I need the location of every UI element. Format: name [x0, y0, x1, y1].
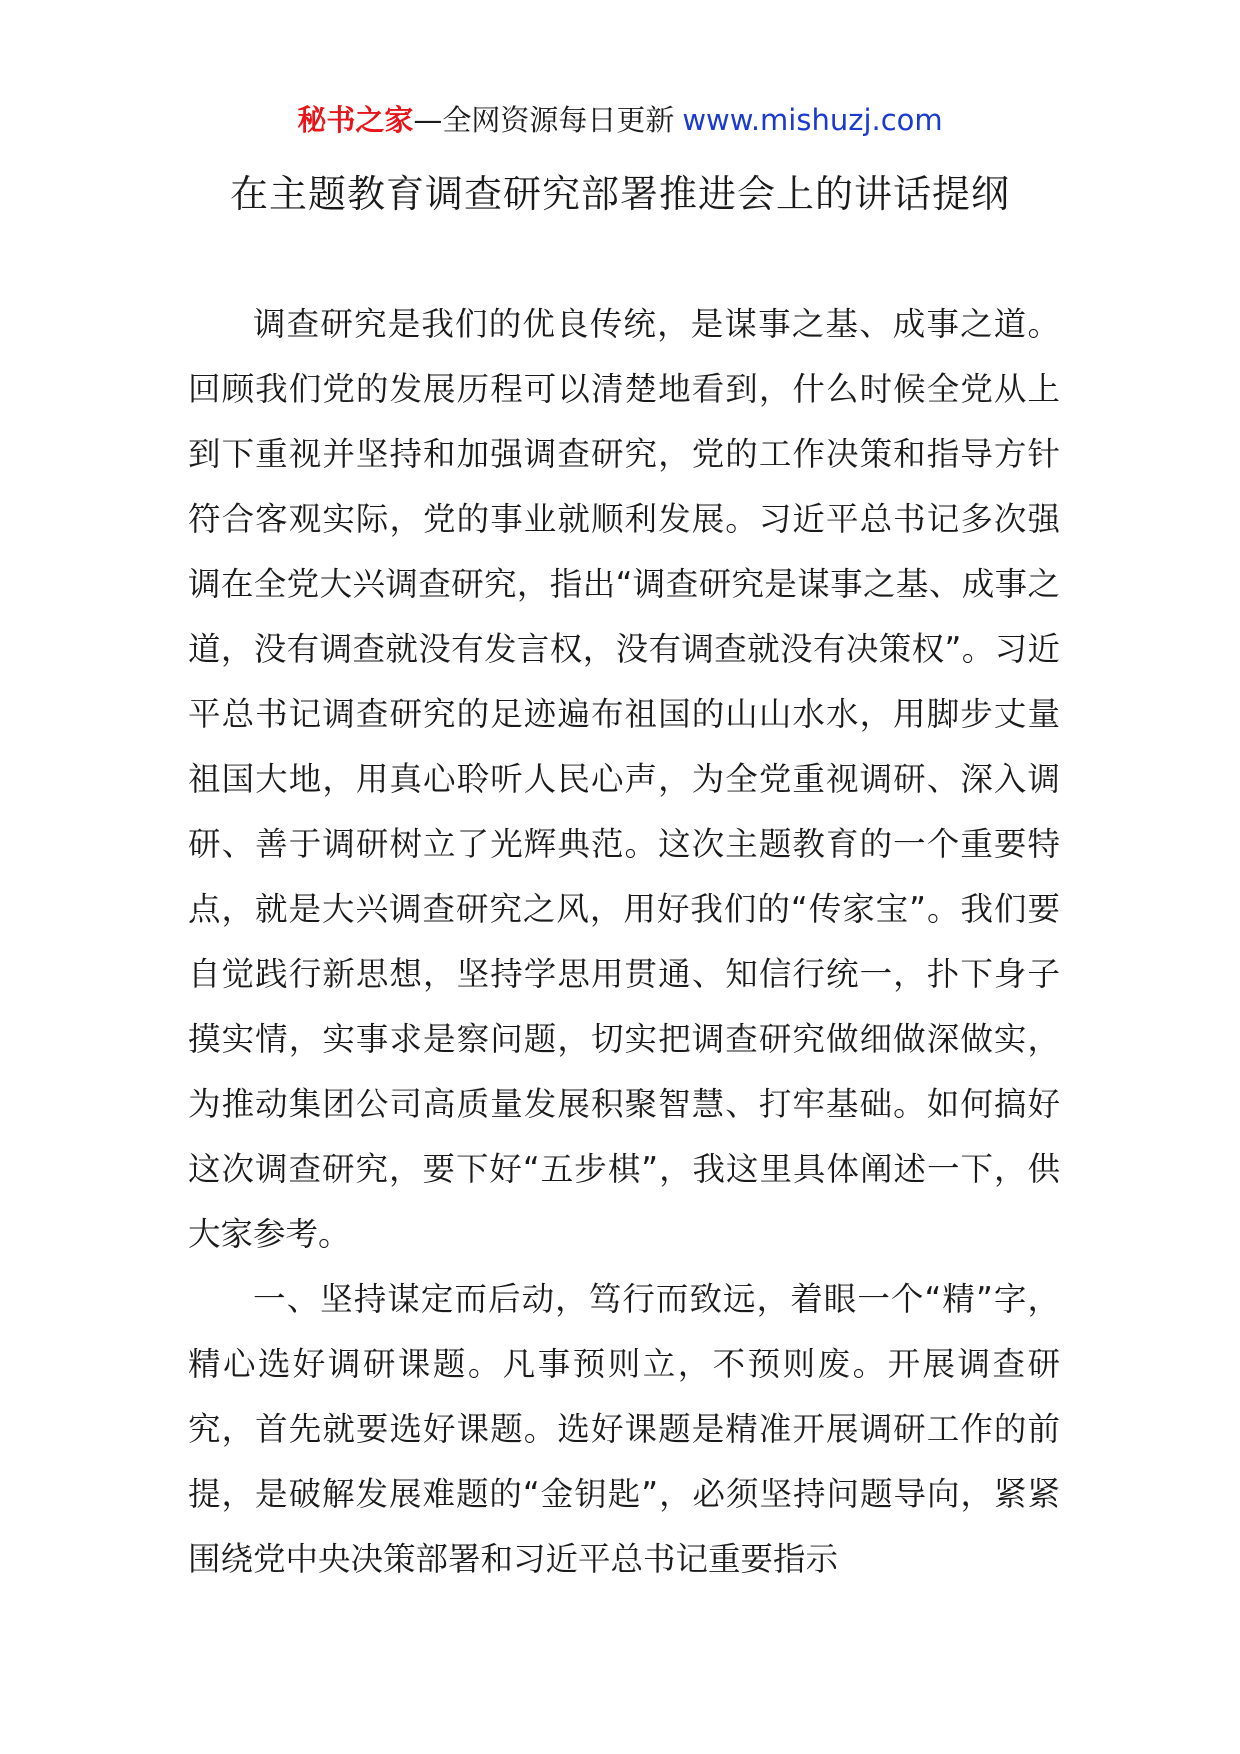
document-title: 在主题教育调查研究部署推进会上的讲话提纲 — [229, 172, 1010, 216]
paragraph: 调查研究是我们的优良传统，是谋事之基、成事之道。回顾我们党的发展历程可以清楚地看到，什么时候全党从上到下重视并坚持和加强调查研究，党的工作决策和指导方针符合客观实际，党的事业就顺利发展。习近平总书记多次强调在全党大兴调查研究，指出“调查研究是谋事之基、成事之道，没有调查就没有发言权，没有调查就没有决策权”。习近平总书记调查研究的足迹遍布祖国的山山水水，用脚步丈量祖国大地，用真心聆听人民心声，为全党重视调研、深入调研、善于调研树立了光辉典范。这次主题教育的一个重要特点，就是大兴调查研究之风，用好我们的“传家宝”。我们要自觉践行新思想，坚持学思用贯通、知信行统一，扑下身子摸实情，实事求是察问题，切实把调查研究做细做深做实，为推动集团公司高质量发展积聚智慧、打牢基础。如何搞好这次调查研究，要下好“五步棋”，我这里具体阐述一下，供大家参考。 — [188, 305, 1060, 1253]
document-body — [188, 292, 1060, 1592]
paragraph: 一、坚持谋定而后动，笃行而致远，着眼一个“精”字，精心选好调研课题。凡事预则立，不预则废。开展调查研究，首先就要选好课题。选好课题是精准开展调研工作的前提，是破解发展难题的“金钥匙”，必须坚持问题导向，紧紧围绕党中央决策部署和习近平总书记重要指示 — [188, 1280, 1060, 1578]
header-slogan: —全网资源每日更新 — [413, 103, 675, 137]
header-url[interactable]: www.mishuzj.com — [682, 103, 943, 137]
watermark-header — [0, 100, 1240, 140]
header-brand: 秘书之家 — [297, 103, 414, 137]
